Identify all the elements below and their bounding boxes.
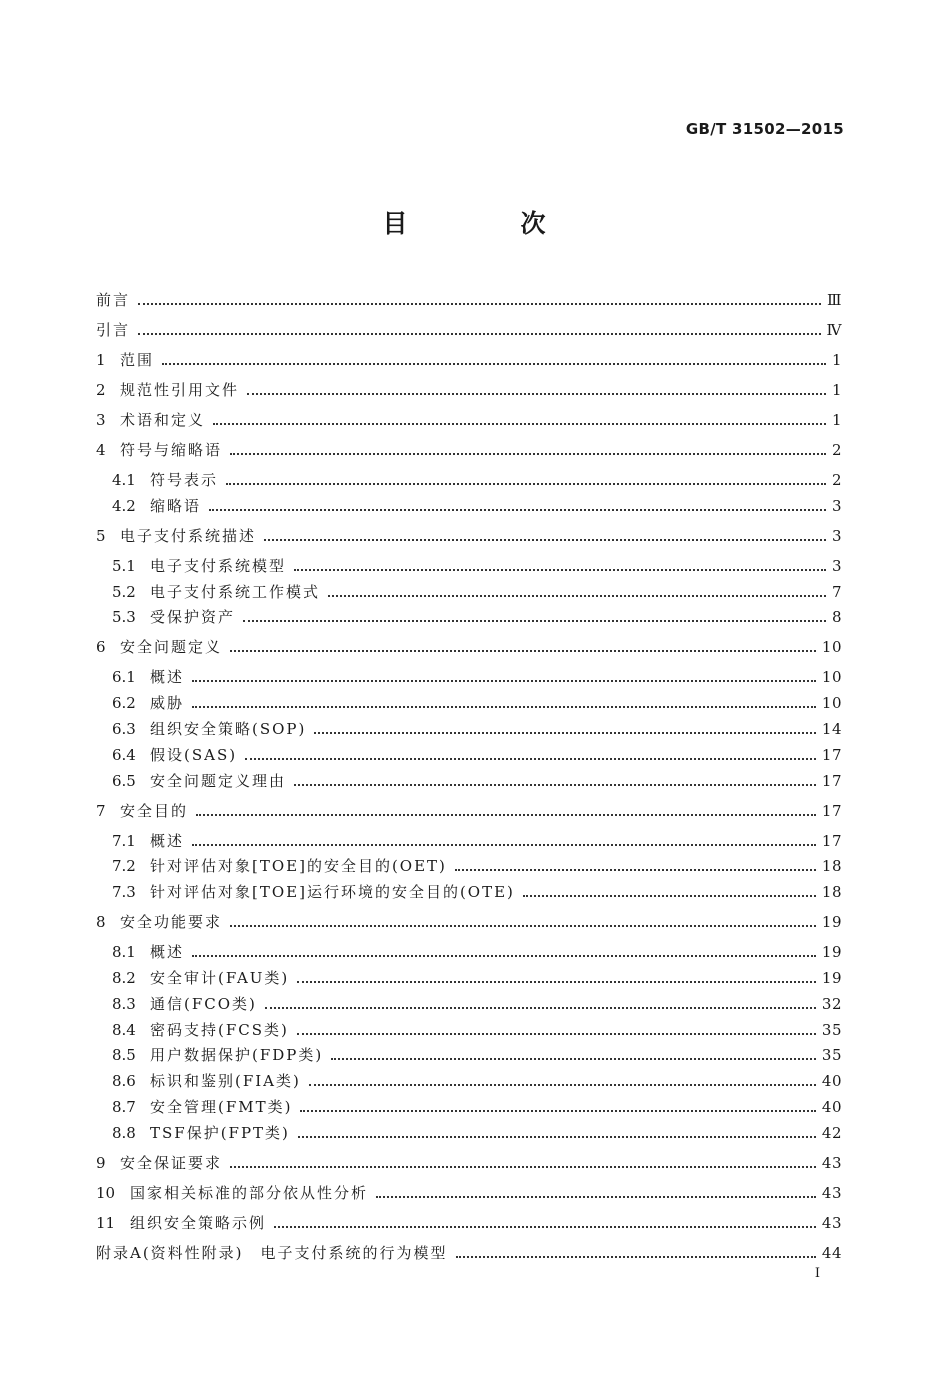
toc-entry-page: 42 <box>821 1123 842 1142</box>
toc-entry-label: 规范性引用文件 <box>120 381 240 399</box>
dot-leader <box>247 393 826 395</box>
toc-entry-number: 10 <box>96 1183 116 1202</box>
toc-entry-number: 6.2 <box>112 694 136 713</box>
dot-leader <box>192 955 816 957</box>
toc-entry[interactable] <box>112 852 842 876</box>
toc-entry-number: 7.2 <box>112 857 136 876</box>
toc-entry[interactable] <box>96 908 842 932</box>
toc-entry[interactable] <box>96 1239 842 1263</box>
toc-entry-number: 6.5 <box>112 771 136 790</box>
toc-entry[interactable] <box>112 578 842 602</box>
toc-entry-label: 概述 <box>150 943 185 962</box>
toc-entry-label: 附录A(资料性附录) 电子支付系统的行为模型 <box>96 1243 448 1262</box>
dot-leader <box>274 1226 816 1228</box>
dot-leader <box>192 706 816 708</box>
toc-entry-page: 8 <box>831 608 842 627</box>
toc-entry-number: 6.4 <box>112 745 136 764</box>
toc-entry-label: 标识和鉴别(FIA类) <box>150 1072 301 1091</box>
dot-leader <box>138 333 820 335</box>
toc-entry-label: 用户数据保护(FDP类) <box>150 1046 324 1065</box>
toc-entry[interactable] <box>96 1149 842 1173</box>
toc-entry-number: 8.3 <box>112 994 136 1013</box>
toc-entry-label: 假设(SAS) <box>150 745 238 764</box>
dot-leader <box>294 569 826 571</box>
toc-entry[interactable] <box>112 741 842 765</box>
toc-entry-label: 针对评估对象[TOE]运行环境的安全目的(OTE) <box>150 883 515 902</box>
toc-entry-page: 17 <box>821 831 842 850</box>
toc-entry-page: 35 <box>821 1046 842 1065</box>
toc-entry-label: 电子支付系统描述 <box>120 526 257 545</box>
dot-leader <box>523 895 816 897</box>
toc-entry[interactable] <box>96 286 842 310</box>
toc-entry[interactable] <box>112 715 842 739</box>
toc-entry-label: 国家相关标准的部分依从性分析 <box>130 1183 369 1202</box>
toc-entry-number: 4.2 <box>112 496 136 515</box>
toc-entry[interactable] <box>96 346 842 370</box>
dot-leader <box>300 1110 815 1112</box>
toc-entry-number: 7.1 <box>112 831 136 850</box>
dot-leader <box>265 1007 816 1009</box>
toc-entry-label: 前言 <box>96 291 131 309</box>
toc-entry-page: 2 <box>831 441 842 459</box>
toc-entry-number: 1 <box>96 351 106 369</box>
toc-entry-page: 43 <box>821 1183 842 1202</box>
toc-entry-label: 电子支付系统模型 <box>150 556 287 575</box>
toc-entry-page: 35 <box>821 1020 842 1039</box>
toc-entry-label: 引言 <box>96 321 131 339</box>
toc-entry-page: 19 <box>821 969 842 987</box>
toc-entry-label: 安全问题定义 <box>120 638 223 657</box>
toc-entry-label: 组织安全策略(SOP) <box>150 720 307 738</box>
toc-entry[interactable] <box>96 1209 842 1233</box>
toc-entry-label: 安全功能要求 <box>120 913 223 932</box>
toc-entry-page: 3 <box>831 496 842 515</box>
toc-entry-page: 3 <box>831 556 842 575</box>
toc-entry[interactable] <box>112 938 842 962</box>
dot-leader <box>226 483 826 485</box>
dot-leader <box>243 620 826 622</box>
toc-entry-page: 7 <box>831 582 842 601</box>
dot-leader <box>309 1084 816 1086</box>
toc-entry-number: 5.3 <box>112 608 136 627</box>
toc-entry-number: 7.3 <box>112 883 136 902</box>
toc-entry-page: 43 <box>821 1153 842 1172</box>
toc-entry-label: 受保护资产 <box>150 608 236 627</box>
toc-entry[interactable] <box>112 1041 842 1065</box>
toc-entry-label: 密码支持(FCS类) <box>150 1020 289 1039</box>
toc-entry-label: 概述 <box>150 831 185 850</box>
toc-entry[interactable] <box>96 797 842 821</box>
toc-entry-label: 符号与缩略语 <box>120 441 223 459</box>
toc-entry-number: 5.2 <box>112 582 136 601</box>
toc-entry[interactable] <box>96 316 842 340</box>
toc-entry[interactable] <box>112 1067 842 1091</box>
toc-entry-page: 1 <box>831 351 842 369</box>
page-title: 目 次 <box>382 209 590 238</box>
toc-entry-number: 7 <box>96 801 106 820</box>
toc-entry[interactable] <box>112 603 842 627</box>
toc-entry-page: Ⅲ <box>827 291 842 309</box>
toc-entry-label: 针对评估对象[TOE]的安全目的(OET) <box>150 857 447 876</box>
toc-entry-page: 10 <box>821 694 842 713</box>
toc-entry-number: 6.3 <box>112 720 136 738</box>
toc-entry[interactable] <box>112 466 842 490</box>
toc-entry-number: 5 <box>96 526 106 545</box>
toc-entry-number: 11 <box>96 1213 116 1232</box>
toc-entry[interactable] <box>112 1093 842 1117</box>
toc-entry[interactable] <box>112 878 842 902</box>
toc-entry-page: 32 <box>821 994 842 1013</box>
toc-entry[interactable] <box>112 552 842 576</box>
toc-entry[interactable] <box>112 1119 842 1143</box>
toc-entry[interactable] <box>96 1179 842 1203</box>
toc-entry-page: 2 <box>831 471 842 489</box>
dot-leader <box>230 1166 816 1168</box>
toc-entry-page: 43 <box>821 1213 842 1232</box>
toc-entry-number: 4.1 <box>112 471 136 489</box>
toc-entry-label: 安全审计(FAU类) <box>150 969 290 987</box>
toc-entry[interactable] <box>96 406 842 430</box>
dot-leader <box>297 1033 816 1035</box>
toc-entry-number: 8.5 <box>112 1046 136 1065</box>
dot-leader <box>162 363 826 365</box>
toc-entry-page: 1 <box>831 411 842 429</box>
toc-entry-label: 缩略语 <box>150 496 202 515</box>
toc-entry-label: 组织安全策略示例 <box>130 1213 267 1232</box>
toc-entry-page: 19 <box>821 943 842 962</box>
toc-entry-label: 安全问题定义理由 <box>150 771 287 790</box>
toc-entry-label: 概述 <box>150 668 185 687</box>
dot-leader <box>245 758 816 760</box>
toc-entry-number: 8.7 <box>112 1098 136 1116</box>
dot-leader <box>192 680 816 682</box>
toc-entry[interactable] <box>112 767 842 791</box>
dot-leader <box>298 1136 816 1138</box>
dot-leader <box>314 732 816 734</box>
toc-entry[interactable] <box>112 689 842 713</box>
toc-entry-label: 术语和定义 <box>120 411 206 429</box>
toc-entry-page: 17 <box>821 745 842 764</box>
toc-entry-page: 18 <box>821 883 842 902</box>
toc-entry-page: 17 <box>821 801 842 820</box>
toc-entry-page: 40 <box>821 1098 842 1116</box>
dot-leader <box>213 423 826 425</box>
toc-entry-number: 9 <box>96 1153 106 1172</box>
toc-entry[interactable] <box>96 436 842 460</box>
toc-entry-label: 范围 <box>120 351 155 369</box>
dot-leader <box>455 869 816 871</box>
toc-entry-page: 40 <box>821 1072 842 1091</box>
toc-entry-number: 8.6 <box>112 1072 136 1091</box>
dot-leader <box>196 814 816 816</box>
toc-entry-number: 8.4 <box>112 1020 136 1039</box>
dot-leader <box>264 539 826 541</box>
toc-entry-label: 安全保证要求 <box>120 1153 223 1172</box>
toc-entry-page: 19 <box>821 913 842 932</box>
toc-entry[interactable] <box>112 827 842 851</box>
toc-entry-page: 10 <box>821 638 842 657</box>
dot-leader <box>230 650 816 652</box>
toc-entry[interactable] <box>112 663 842 687</box>
toc-entry[interactable] <box>112 964 842 988</box>
standard-code: GB/T 31502—2015 <box>685 120 844 138</box>
toc-entry[interactable] <box>96 522 842 546</box>
toc-entry-label: 安全目的 <box>120 801 189 820</box>
toc-entry-number: 6.1 <box>112 668 136 687</box>
dot-leader <box>456 1256 816 1258</box>
toc-entry[interactable] <box>112 492 842 516</box>
toc-entry[interactable] <box>96 376 842 400</box>
dot-leader <box>209 509 826 511</box>
toc-entry-number: 8.8 <box>112 1123 136 1142</box>
toc-entry-number: 4 <box>96 441 106 459</box>
dot-leader <box>192 844 816 846</box>
toc-entry-number: 8.2 <box>112 969 136 987</box>
dot-leader <box>328 595 826 597</box>
toc-entry[interactable] <box>96 633 842 657</box>
toc-entry-number: 6 <box>96 638 106 657</box>
dot-leader <box>331 1058 816 1060</box>
dot-leader <box>230 925 816 927</box>
toc-entry[interactable] <box>112 1016 842 1040</box>
toc-entry-page: 14 <box>821 720 842 738</box>
toc-entry-page: 17 <box>821 771 842 790</box>
toc-entry-page: 1 <box>831 381 842 399</box>
toc-entry-page: 10 <box>821 668 842 687</box>
dot-leader <box>297 981 816 983</box>
page-number: Ⅰ <box>814 1266 820 1281</box>
toc-entry-page: 18 <box>821 857 842 876</box>
toc-entry-label: 通信(FCO类) <box>150 994 257 1013</box>
toc-entry-page: Ⅳ <box>826 321 842 339</box>
toc-entry-number: 2 <box>96 381 106 399</box>
dot-leader <box>138 303 821 305</box>
toc-entry-number: 8 <box>96 913 106 932</box>
toc-entry-label: 威胁 <box>150 694 185 713</box>
toc-entry-label: TSF保护(FPT类) <box>150 1123 290 1142</box>
dot-leader <box>230 453 826 455</box>
dot-leader <box>376 1196 816 1198</box>
toc-entry-page: 3 <box>831 526 842 545</box>
toc-entry-number: 8.1 <box>112 943 136 962</box>
toc-entry-page: 44 <box>821 1243 842 1262</box>
toc-entry-label: 安全管理(FMT类) <box>150 1098 293 1116</box>
dot-leader <box>294 784 816 786</box>
toc-entry-label: 电子支付系统工作模式 <box>150 582 321 601</box>
toc-entry-number: 3 <box>96 411 106 429</box>
toc-entry[interactable] <box>112 990 842 1014</box>
toc-entry-label: 符号表示 <box>150 471 219 489</box>
toc-entry-number: 5.1 <box>112 556 136 575</box>
